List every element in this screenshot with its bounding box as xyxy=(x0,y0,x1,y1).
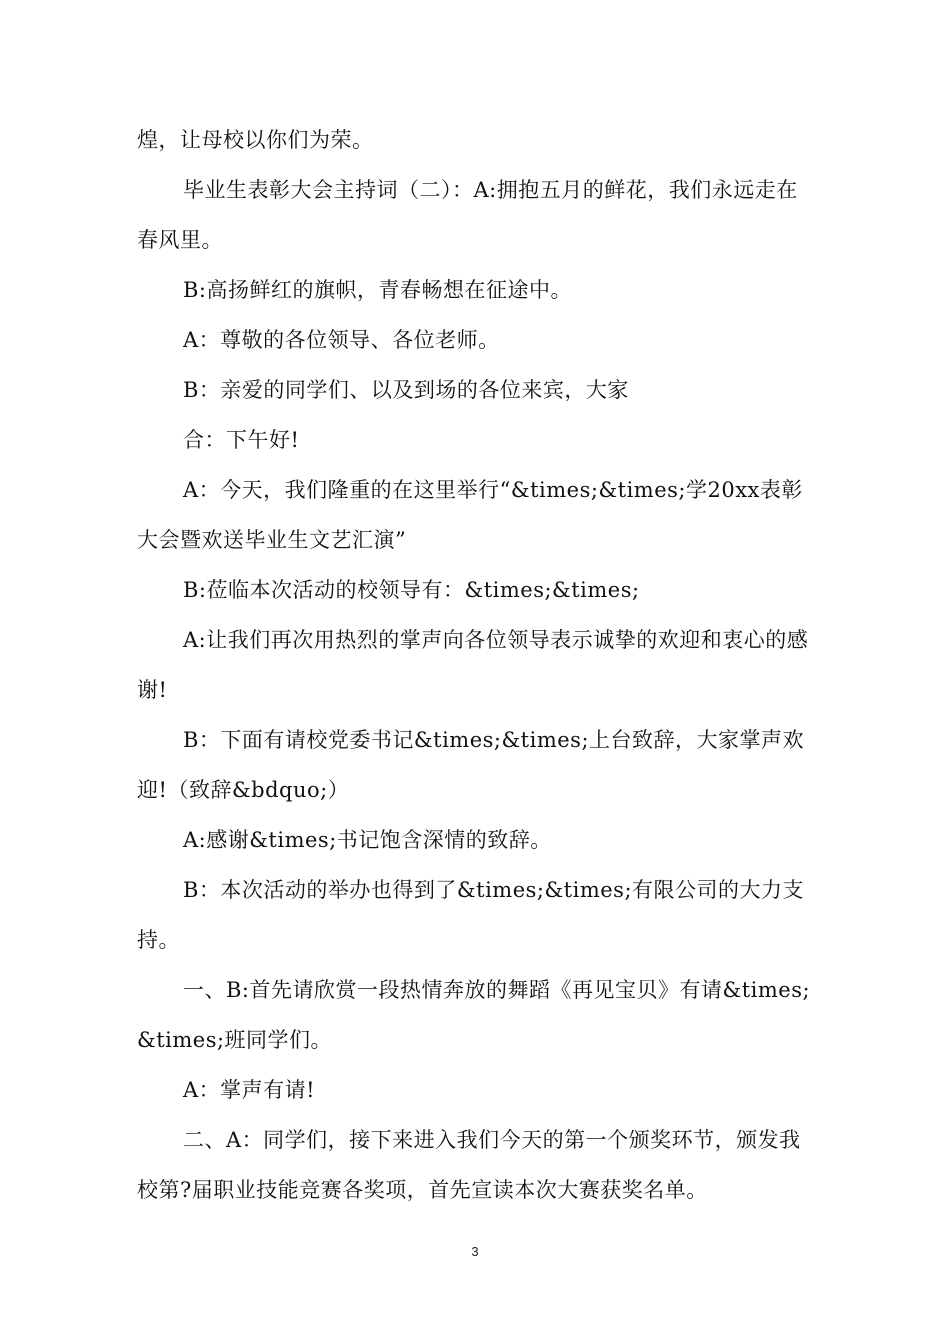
paragraph: B：亲爱的同学们、以及到场的各位来宾，大家 xyxy=(183,378,629,402)
paragraph: 二、A：同学们，接下来进入我们今天的第一个颁奖环节，颁发我校第?届职业技能竞赛各奖项，首先宣读本次大赛获奖名单。 xyxy=(137,1128,801,1202)
paragraph: A：尊敬的各位领导、各位老师。 xyxy=(183,328,500,352)
paragraph: A:让我们再次用热烈的掌声向各位领导表示诚挚的欢迎和衷心的感谢! xyxy=(137,628,809,702)
document-body xyxy=(137,115,813,1215)
paragraph: B:高扬鲜红的旗帜，青春畅想在征途中。 xyxy=(183,278,573,302)
paragraph: A：今天，我们隆重的在这里举行“&times;&times;学20xx表彰大会暨欢送毕业生文艺汇演” xyxy=(137,478,803,552)
paragraph: A:感谢&times;书记饱含深情的致辞。 xyxy=(183,828,552,852)
paragraph: 煌，让母校以你们为荣。 xyxy=(137,128,374,152)
paragraph: B:莅临本次活动的校领导有：&times;&times; xyxy=(183,578,640,602)
paragraph: 合：下午好! xyxy=(183,428,300,452)
page-number: 3 xyxy=(471,1244,479,1259)
paragraph: 一、B:首先请欣赏一段热情奔放的舞蹈《再见宝贝》有请&times;&times;班同学们。 xyxy=(137,978,811,1052)
paragraph: A：掌声有请! xyxy=(183,1078,316,1102)
paragraph: B：本次活动的举办也得到了&times;&times;有限公司的大力支持。 xyxy=(137,878,805,952)
paragraph: B：下面有请校党委书记&times;&times;上台致辞，大家掌声欢迎!（致辞&bdquo;） xyxy=(137,728,805,802)
paragraph: 毕业生表彰大会主持词（二）：A:拥抱五月的鲜花，我们永远走在春风里。 xyxy=(137,178,798,252)
